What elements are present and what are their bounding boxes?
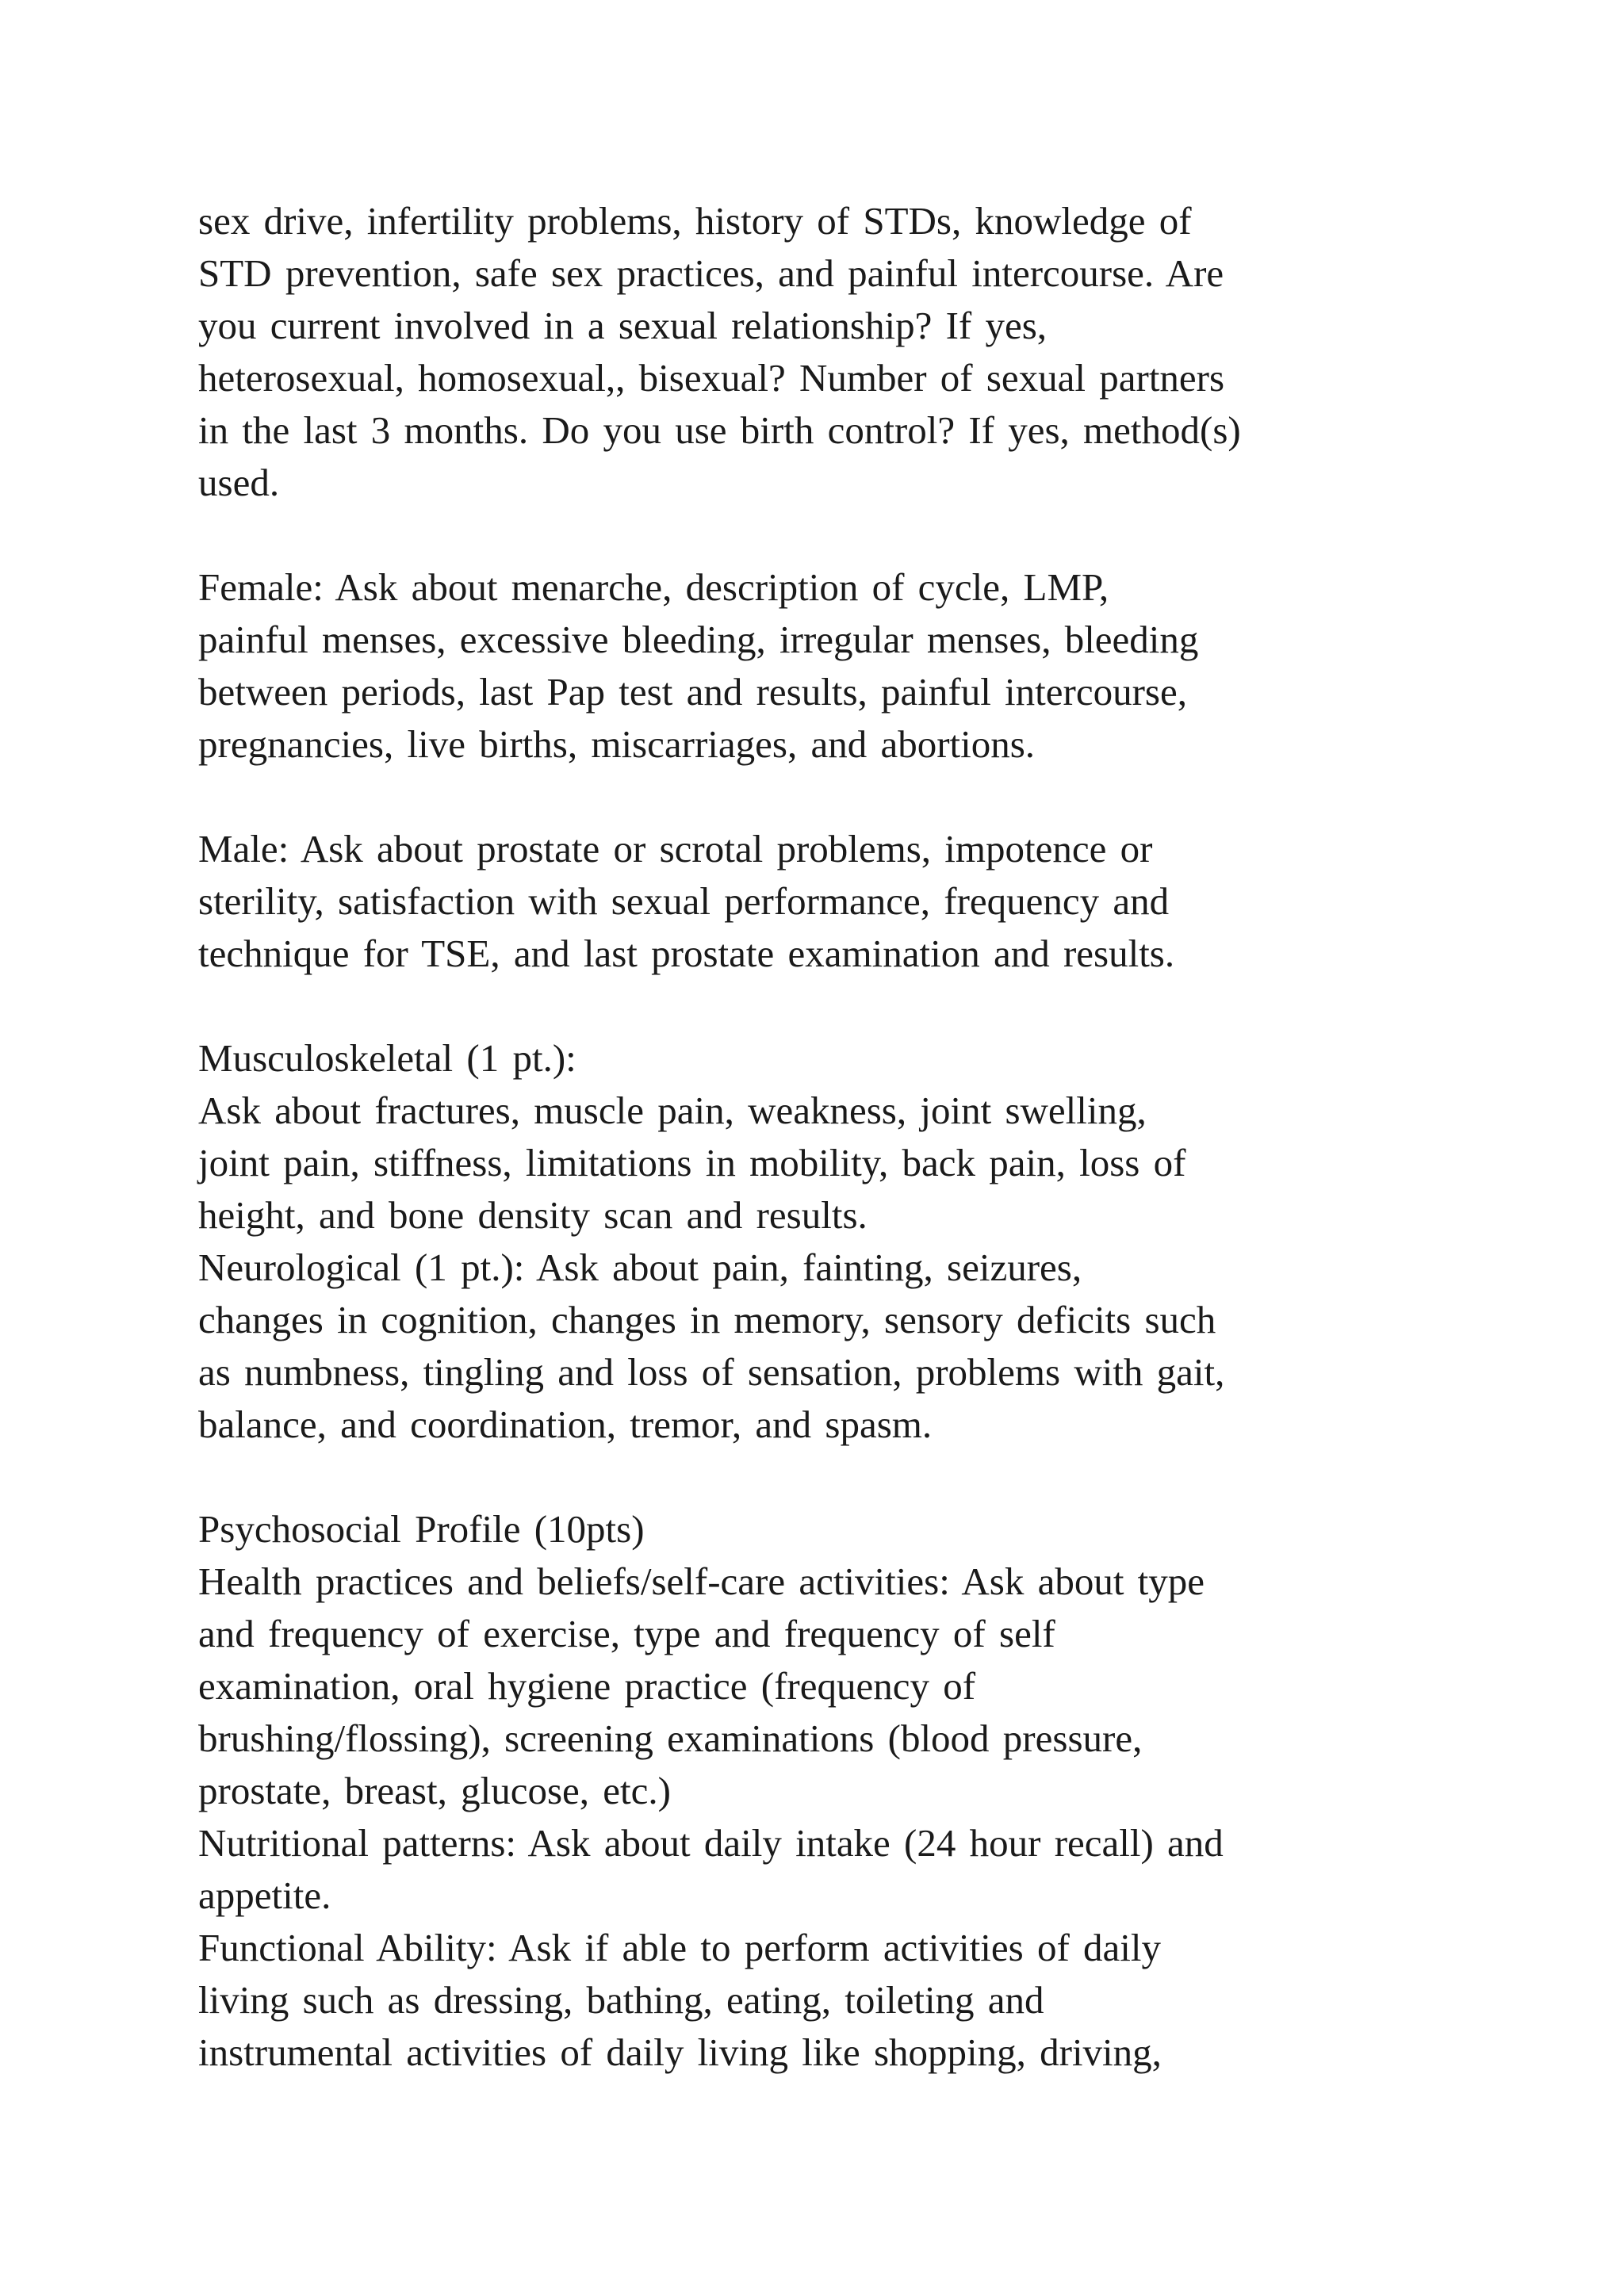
musculoskeletal-neurological-paragraph xyxy=(198,1032,1483,1451)
text-line: Functional Ability: Ask if able to perform activities of daily xyxy=(198,1926,1161,1969)
text-line: living such as dressing, bathing, eating, toileting and xyxy=(198,1978,1044,2022)
text-line: heterosexual, homosexual,, bisexual? Number of sexual partners xyxy=(198,356,1225,400)
text-line: Musculoskeletal (1 pt.): xyxy=(198,1036,576,1080)
paragraph-gap xyxy=(198,1451,1483,1503)
text-line: height, and bone density scan and results. xyxy=(198,1193,868,1237)
text-line: and frequency of exercise, type and frequency of self xyxy=(198,1612,1055,1655)
text-line: appetite. xyxy=(198,1873,331,1917)
text-line: Female: Ask about menarche, description of cycle, LMP, xyxy=(198,565,1109,609)
text-line: pregnancies, live births, miscarriages, and abortions. xyxy=(198,722,1036,766)
paragraph-gap xyxy=(198,980,1483,1032)
text-line: joint pain, stiffness, limitations in mobility, back pain, loss of xyxy=(198,1141,1186,1184)
sexual-history-paragraph xyxy=(198,195,1483,509)
text-line: sterility, satisfaction with sexual performance, frequency and xyxy=(198,879,1170,923)
psychosocial-paragraph xyxy=(198,1503,1483,2079)
text-line: STD prevention, safe sex practices, and painful intercourse. Are xyxy=(198,251,1224,295)
text-line: Health practices and beliefs/self-care activities: Ask about type xyxy=(198,1559,1205,1603)
text-line: changes in cognition, changes in memory, sensory deficits such xyxy=(198,1298,1216,1341)
text-line: used. xyxy=(198,461,280,504)
text-line: technique for TSE, and last prostate examination and results. xyxy=(198,932,1175,975)
text-line: Ask about fractures, muscle pain, weakness, joint swelling, xyxy=(198,1089,1147,1132)
text-line: prostate, breast, glucose, etc.) xyxy=(198,1769,671,1812)
paragraph-gap xyxy=(198,509,1483,561)
text-line: instrumental activities of daily living like shopping, driving, xyxy=(198,2030,1162,2074)
text-line: Male: Ask about prostate or scrotal problems, impotence or xyxy=(198,827,1153,871)
text-line: examination, oral hygiene practice (frequency of xyxy=(198,1664,976,1708)
text-line: brushing/flossing), screening examinations (blood pressure, xyxy=(198,1716,1143,1760)
text-line: Neurological (1 pt.): Ask about pain, fainting, seizures, xyxy=(198,1246,1082,1289)
text-line: sex drive, infertility problems, history of STDs, knowledge of xyxy=(198,199,1192,243)
text-line: Psychosocial Profile (10pts) xyxy=(198,1507,645,1551)
text-line: you current involved in a sexual relationship? If yes, xyxy=(198,304,1048,347)
text-line: as numbness, tingling and loss of sensation, problems with gait, xyxy=(198,1350,1225,1394)
text-line: between periods, last Pap test and results, painful intercourse, xyxy=(198,670,1187,714)
female-paragraph xyxy=(198,561,1483,771)
male-paragraph xyxy=(198,823,1483,980)
document-body xyxy=(198,195,1483,2079)
text-line: in the last 3 months. Do you use birth control? If yes, method(s) xyxy=(198,408,1241,452)
text-line: balance, and coordination, tremor, and spasm. xyxy=(198,1402,933,1446)
text-line: painful menses, excessive bleeding, irregular menses, bleeding xyxy=(198,618,1199,661)
paragraph-gap xyxy=(198,771,1483,823)
text-line: Nutritional patterns: Ask about daily intake (24 hour recall) and xyxy=(198,1821,1224,1865)
